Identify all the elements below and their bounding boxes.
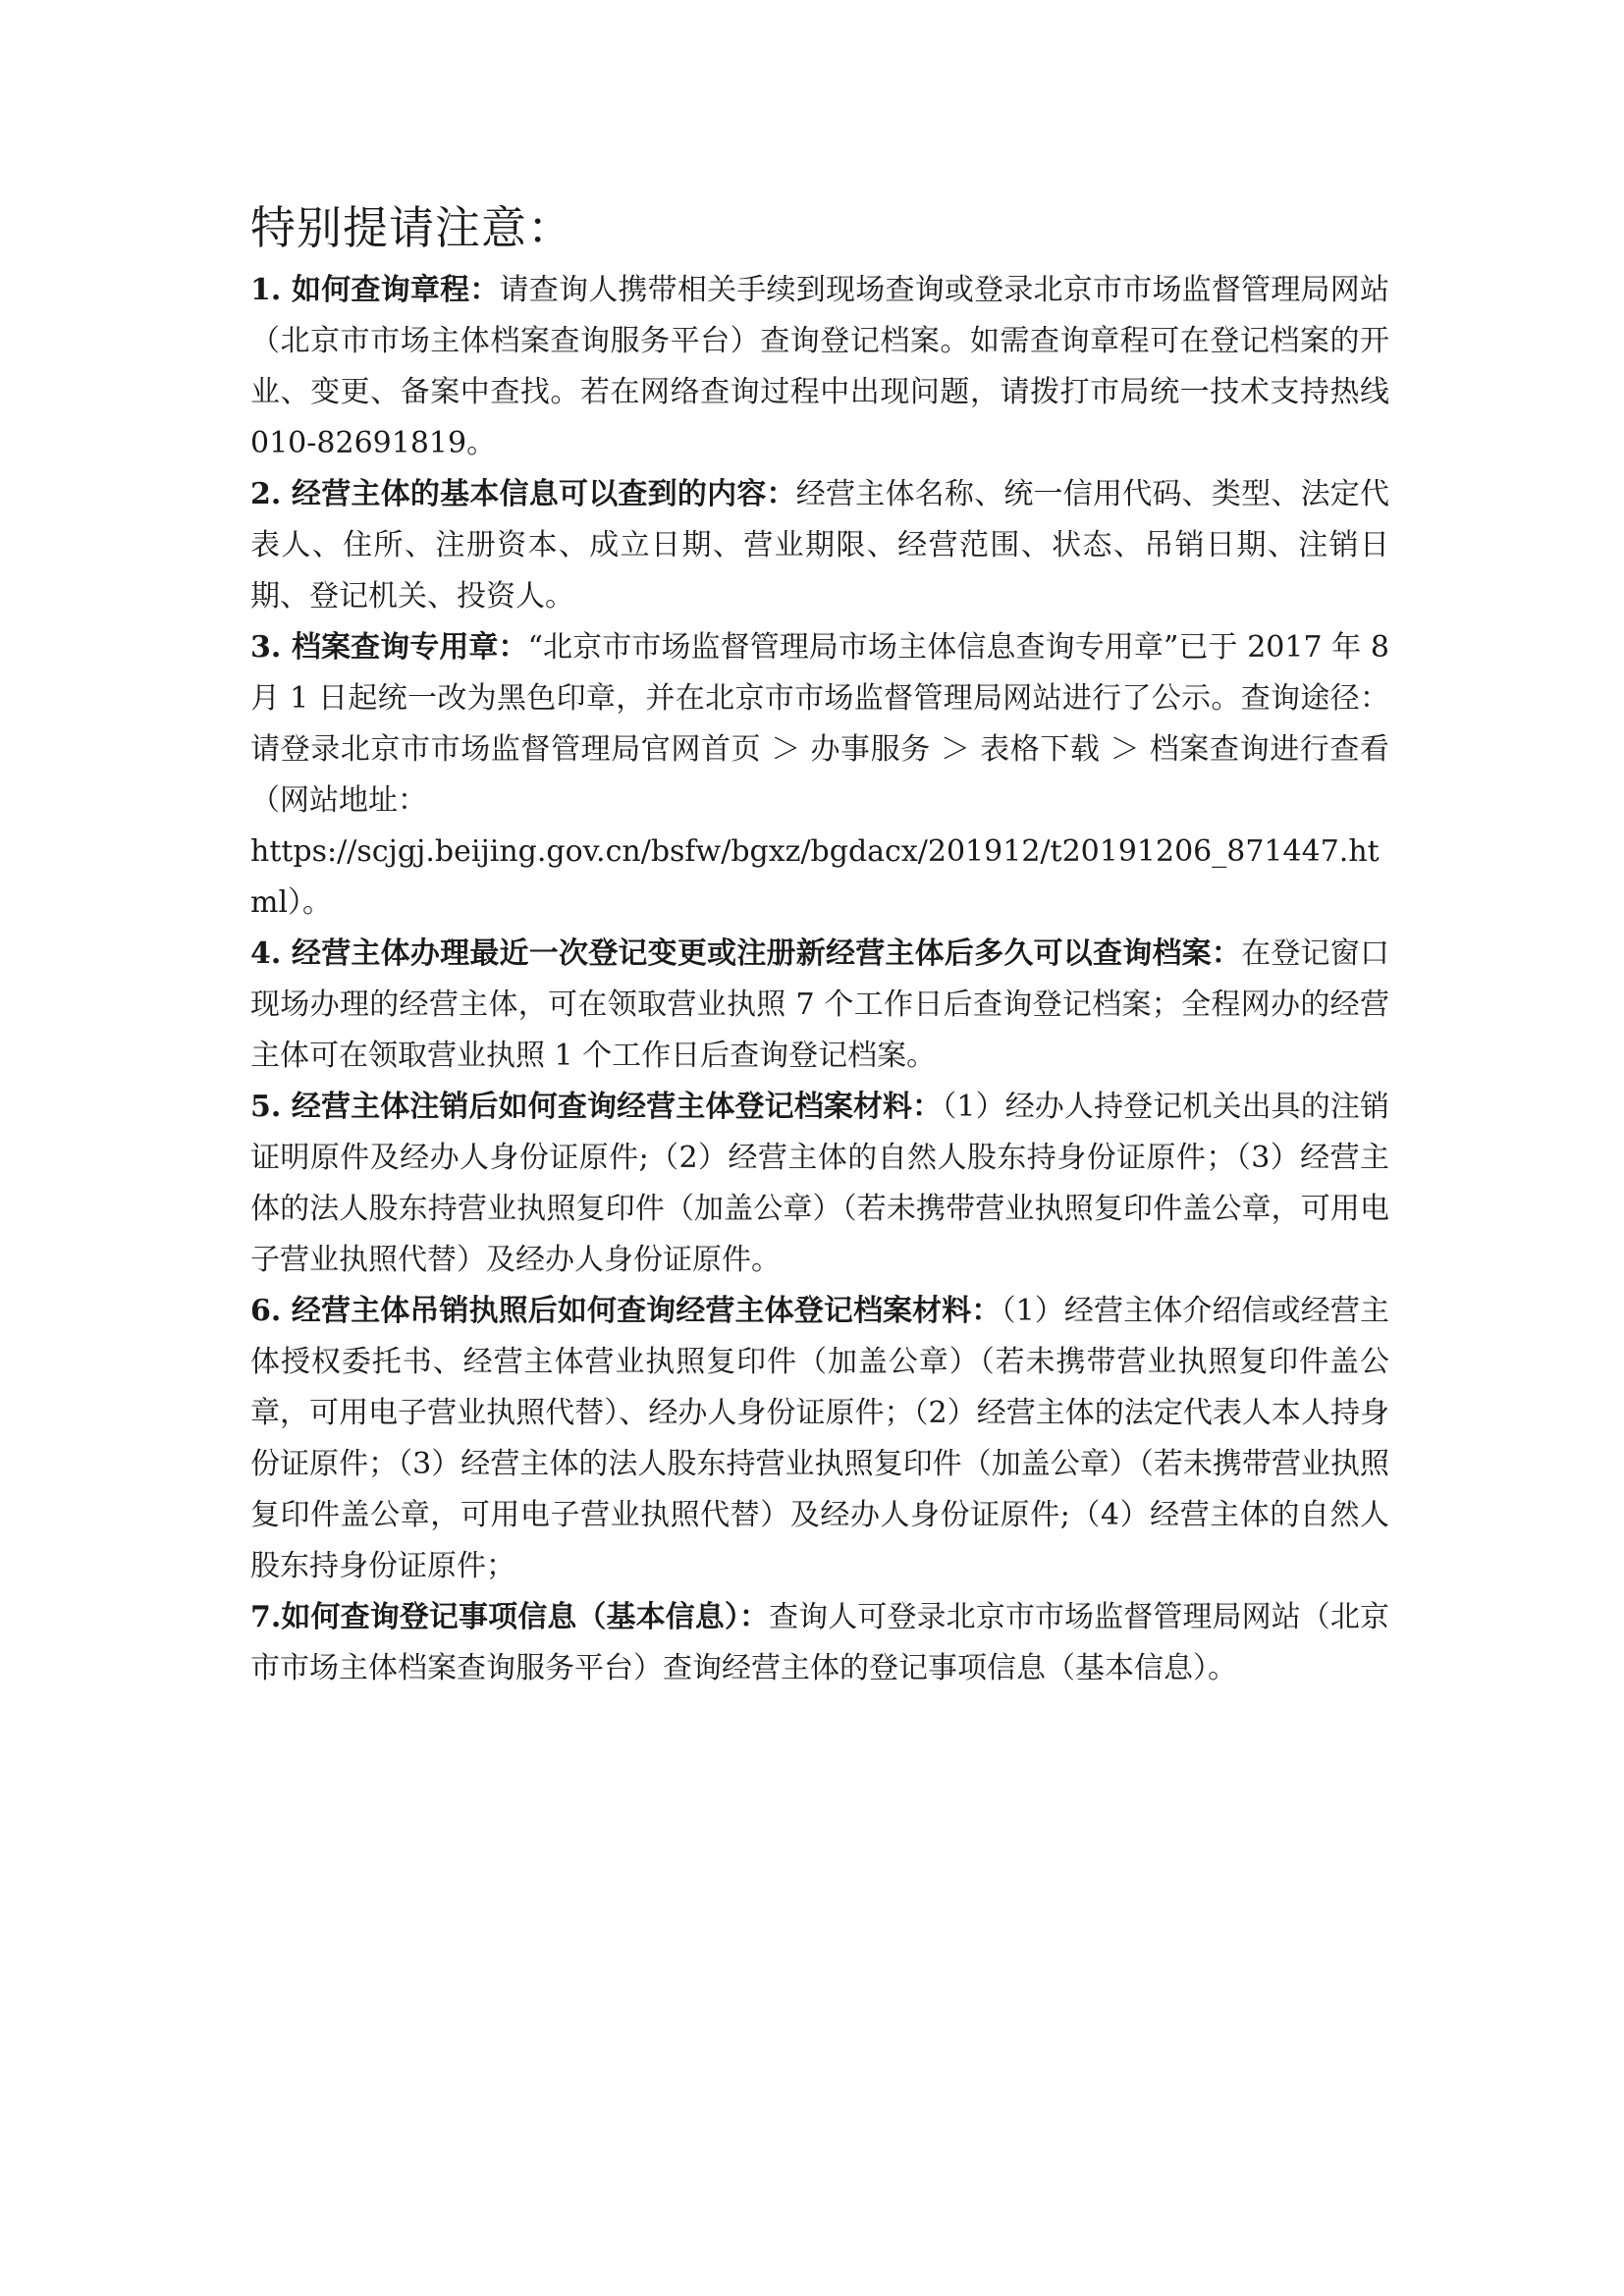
notice-item-1 [250,265,1389,469]
notice-item-5-lead: 5. 经营主体注销后如何查询经营主体登记档案材料： [250,1090,943,1124]
notice-item-6-lead: 6. 经营主体吊销执照后如何查询经营主体登记档案材料： [250,1294,1001,1328]
document-page [250,196,1389,1694]
notice-item-7 [250,1592,1389,1694]
notice-item-6 [250,1286,1389,1592]
notice-item-2 [250,469,1389,622]
notice-item-4-body: 在登记窗口现场办理的经营主体，可在领取营业执照 7 个工作日后查询登记档案；全程网办的经营主体可在领取营业执照 1 个工作日后查询登记档案。 [250,936,1389,1073]
notice-item-3-body: “北京市市场监督管理局市场主体信息查询专用章”已于 2017 年 8 月 1 日起统一改为黑色印章，并在北京市市场监督管理局网站进行了公示。查询途径：请登录北京市市场监督管理局官网首页 ＞ 办事服务 ＞ 表格下载 ＞ 档案查询进行查看（网站地址： [250,630,1390,818]
notice-item-7-lead: 7.如何查询登记事项信息（基本信息）： [250,1600,770,1634]
notice-item-3 [250,622,1389,929]
notice-item-4 [250,929,1389,1082]
notice-item-5-body: （1）经办人持登记机关出具的注销证明原件及经办人身份证原件;（2）经营主体的自然人股东持身份证原件；（3）经营主体的法人股东持营业执照复印件（加盖公章）（若未携带营业执照复印件盖公章，可用电子营业执照代替）及经办人身份证原件。 [250,1090,1390,1277]
notice-item-1-body: 请查询人携带相关手续到现场查询或登录北京市市场监督管理局网站（北京市市场主体档案查询服务平台）查询登记档案。如需查询章程可在登记档案的开业、变更、备案中查找。若在网络查询过程中出现问题，请拨打市局统一技术支持热线 010-82691819。 [250,273,1389,460]
notice-item-2-lead: 2. 经营主体的基本信息可以查到的内容： [250,477,796,511]
notice-item-6-body: （1）经营主体介绍信或经营主体授权委托书、经营主体营业执照复印件（加盖公章）（若未携带营业执照复印件盖公章，可用电子营业执照代替）、经办人身份证原件；（2）经营主体的法定代表人本人持身份证原件；（3）经营主体的法人股东持营业执照复印件（加盖公章）（若未携带营业执照复印件盖公章，可用电子营业执照代替）及经办人身份证原件;（4）经营主体的自然人股东持身份证原件； [250,1294,1390,1583]
notice-item-3-url[interactable]: https://scjgj.beijing.gov.cn/bsfw/bgxz/bgdacx/201912/t20191206_871447.html [250,834,1380,920]
page-title: 特别提请注意： [250,201,573,254]
notice-item-3-lead: 3. 档案查询专用章： [250,630,528,665]
notice-item-3-tail: ）。 [288,885,333,920]
notice-item-4-lead: 4. 经营主体办理最近一次登记变更或注册新经营主体后多久可以查询档案： [250,936,1242,971]
notice-item-5 [250,1082,1389,1286]
notice-item-7-body: 查询人可登录北京市市场监督管理局网站（北京市市场主体档案查询服务平台）查询经营主体的登记事项信息（基本信息）。 [250,1600,1389,1685]
notice-item-1-lead: 1. 如何查询章程： [250,273,500,307]
notice-item-2-body: 经营主体名称、统一信用代码、类型、法定代表人、住所、注册资本、成立日期、营业期限、经营范围、状态、吊销日期、注销日期、登记机关、投资人。 [250,477,1390,614]
